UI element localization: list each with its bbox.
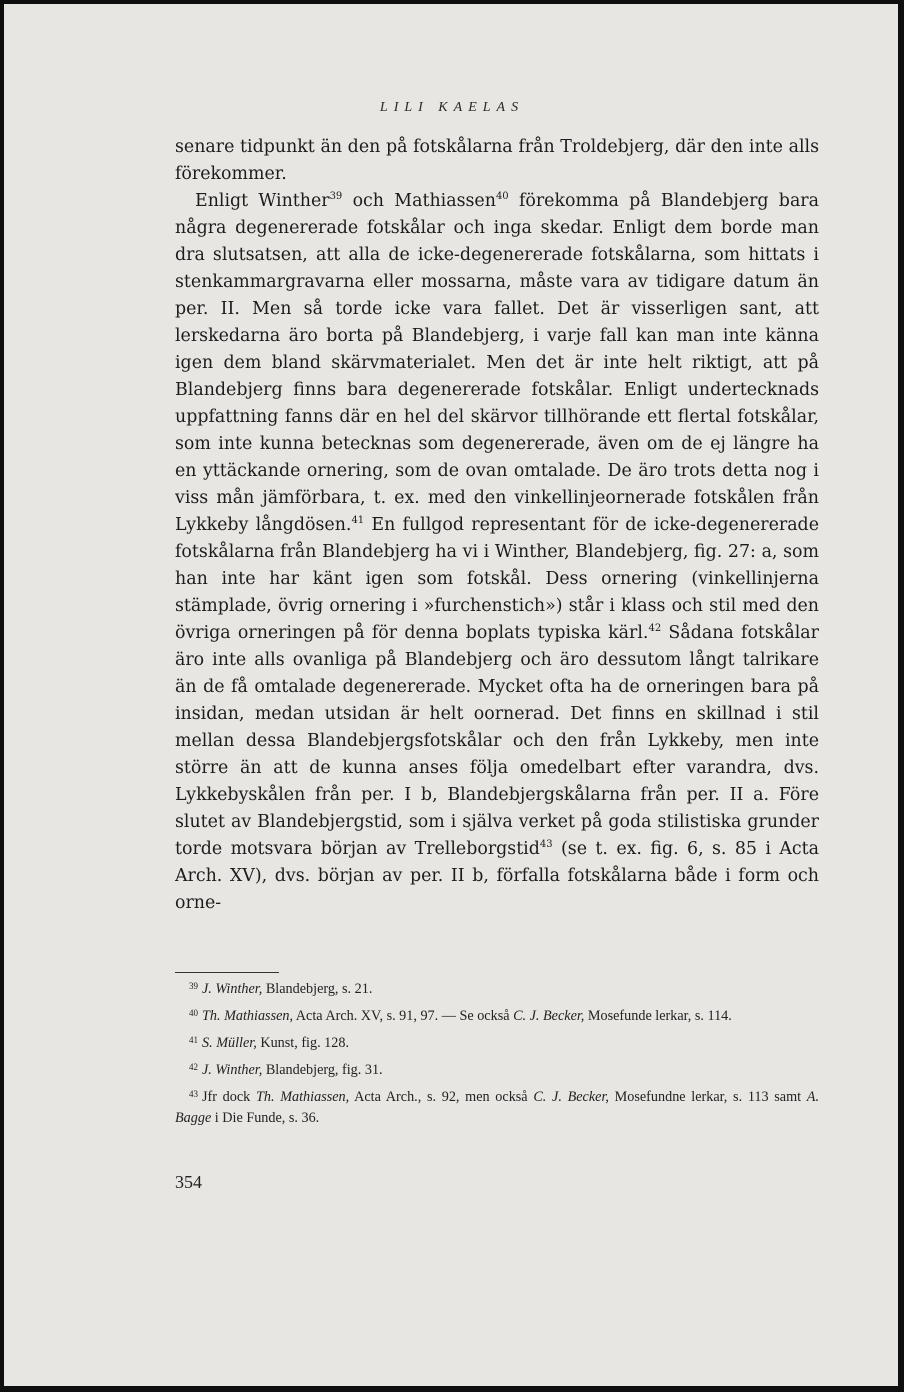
footnote-divider [175, 972, 279, 973]
running-head: LILI KAELAS [379, 100, 525, 115]
footnotes [175, 979, 819, 1135]
footnote-ref-43[interactable]: 43 [539, 839, 553, 850]
footnote-42: $^{42}$ J. Winther, Blandebjerg, fig. 31. [189, 1062, 383, 1078]
footnote-41: $^{41}$ S. Müller, Kunst, fig. 128. [189, 1035, 349, 1051]
footnote-43: $^{43}$ Jfr dock Th. Mathiassen, Acta Arch., s. 92, men också C. J. Becker, Mosefundne lerkar, s. 113 samt A. Bagge i Die Funde, s. 36. [175, 1089, 820, 1126]
footnote-40: $^{40}$ Th. Mathiassen, Acta Arch. XV, s. 91, 97. — Se också C. J. Becker, Mosefunde lerkar, s. 114. [189, 1008, 732, 1024]
paragraph-2: Enligt Winther$^{39}$ och Mathiassen$^{40}$ förekomma på Blandebjerg bara några degenererade fotskålar och inga skedar. Enligt dem borde man dra slutsatsen, att alla de icke-degenererade fotskålarna, som hittats i stenkammargravarna eller mossarna, måste vara av tidigare datum än per. II. Men så torde icke vara fallet. Det är visserligen sant, att lerskedarna äro borta på Blandebjerg, i varje fall kan man inte känna igen dem bland skärvmaterialet. Men det är inte helt riktigt, att på Blandebjerg finns bara degenererade fotskålar. Enligt undertecknads uppfattning fanns där en hel del skärvor tillhörande ett flertal fotskålar, som inte kunna betecknas som degenererade, även om de ej längre ha en yttäckande ornering, som de ovan omtalade. De äro trots detta nog i viss mån jämförbara, t. ex. med den vinkellinjeornerade fotskålen från Lykkeby långdösen.$^{41}$ En fullgod representant för de icke-degenererade fotskålarna från Blandebjerg ha vi i Winther, Blandebjerg, fig. 27: a, som han inte har känt igen som fotskål. Dess ornering (vinkellinjerna stämplade, övrig ornering i »furchenstich») står i klass och stil med den övriga orneringen på för denna boplats typiska kärl.$^{42}$ Sådana fotskålar äro inte alls ovanliga på Blandebjerg och äro dessutom långt talrikare än de få omtalade degenererade. Mycket ofta ha de orneringen bara på insidan, medan utsidan är helt oornerad. Det finns en skillnad i stil mellan dessa Blandebjergsfotskålar och den från Lykkeby, men inte större än att de kunna anses följa omedelbart efter varandra, dvs. Lykkebyskålen från per. I b, Blandebjergskålarna från per. II a. Före slutet av Blandebjergstid, som i själva verket på goda stilistiska grunder torde motsvara början av Trelleborgstid$^{43}$ (se t. ex. fig. 6, s. 85 i Acta Arch. XV), dvs. början av per. II b, förfalla fotskålarna både i form och orne- [175, 191, 819, 913]
paragraph-1: senare tidpunkt än den på fotskålarna från Troldebjerg, där den inte alls förekommer. [175, 137, 819, 184]
footnote-ref-42[interactable]: 42 [648, 623, 662, 634]
footnote-ref-41[interactable]: 41 [351, 515, 365, 526]
footnote-ref-40[interactable]: 40 [495, 191, 509, 202]
footnote-ref-39[interactable]: 39 [329, 191, 343, 202]
body-text [175, 134, 819, 917]
page-number: 354 [175, 1172, 202, 1192]
footnote-39: $^{39}$ J. Winther, Blandebjerg, s. 21. [189, 981, 373, 997]
